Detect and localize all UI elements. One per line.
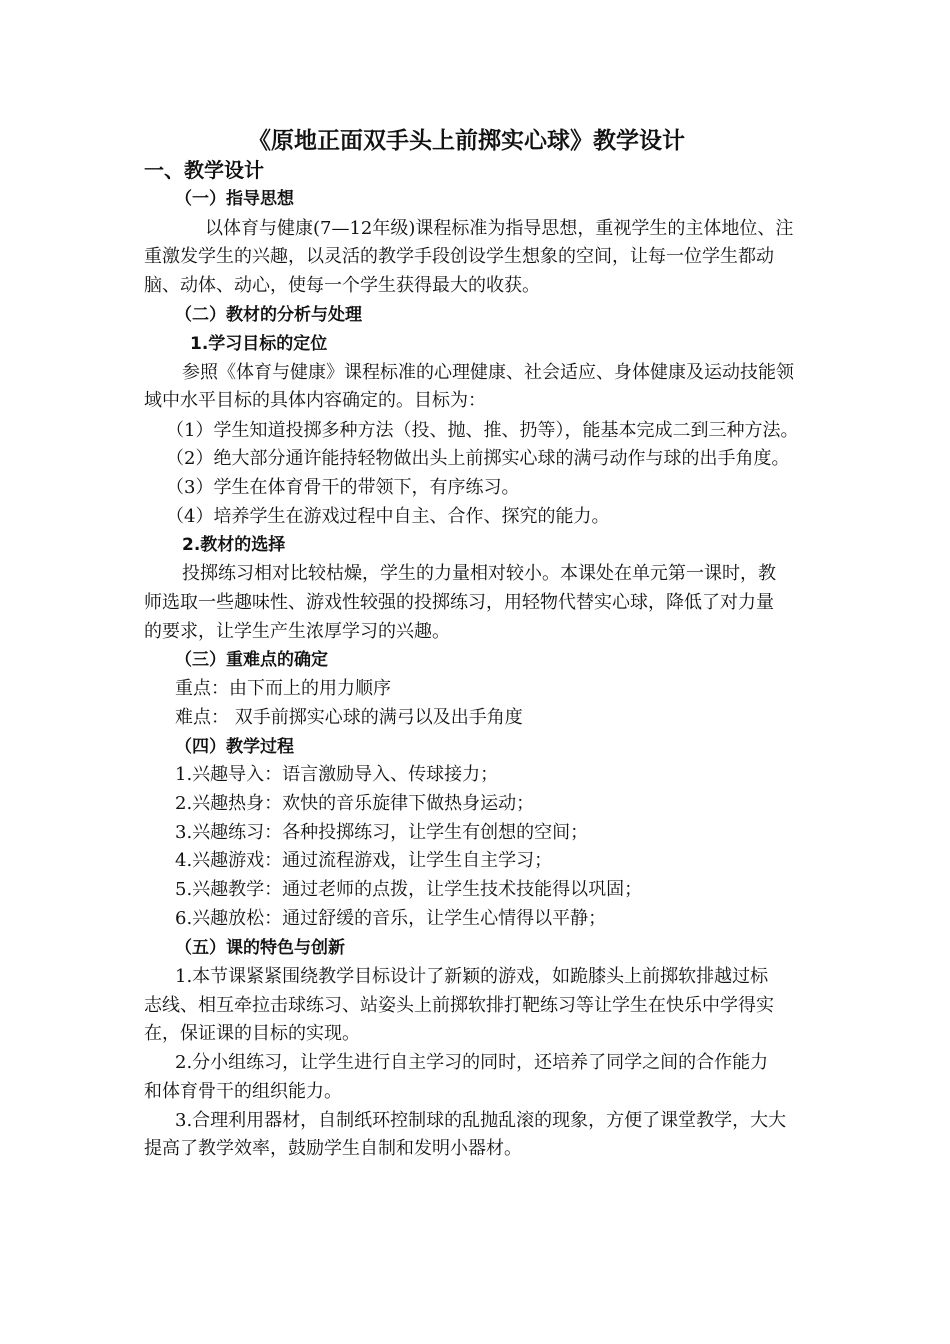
paragraph-line: 以体育与健康(7—12年级)课程标准为指导思想，重视学生的主体地位、注: [205, 218, 794, 239]
paragraph-line: 重激发学生的兴趣，以灵活的教学手段创设学生想象的空间，让每一位学生都动: [144, 246, 774, 267]
paragraph-line: 域中水平目标的具体内容确定的。目标为：: [144, 390, 486, 411]
subsection-heading: （三）重难点的确定: [175, 650, 328, 670]
paragraph-line: 脑、动体、动心，使每一个学生获得最大的收获。: [144, 275, 540, 296]
subsection-heading: （二）教材的分析与处理: [175, 305, 362, 325]
paragraph-line: 3.合理利用器材，自制纸环控制球的乱抛乱滚的现象，方便了课堂教学，大大: [175, 1110, 787, 1131]
paragraph-line: 志线、相互牵拉击球练习、站姿头上前掷软排打靶练习等让学生在快乐中学得实: [144, 995, 774, 1016]
list-item: （2）绝大部分通许能持轻物做出头上前掷实心球的满弓动作与球的出手角度。: [166, 448, 790, 469]
subsection-heading: （四）教学过程: [175, 737, 294, 757]
paragraph-line: 1.本节课紧紧围绕教学目标设计了新颖的游戏，如跪膝头上前掷软排越过标: [175, 966, 769, 987]
paragraph-line: 师选取一些趣味性、游戏性较强的投掷练习，用轻物代替实心球，降低了对力量: [144, 592, 774, 613]
paragraph-line: 投掷练习相对比较枯燥，学生的力量相对较小。本课处在单元第一课时，教: [182, 563, 776, 584]
section-heading: 一、教学设计: [144, 158, 264, 182]
paragraph-line: 的要求，让学生产生浓厚学习的兴趣。: [144, 621, 450, 642]
list-item: （4）培养学生在游戏过程中自主、合作、探究的能力。: [166, 506, 610, 527]
list-item: 5.兴趣教学：通过老师的点拨，让学生技术技能得以巩固；: [175, 879, 643, 900]
list-item: 1.兴趣导入：语言激励导入、传球接力；: [175, 764, 499, 785]
paragraph-line: 提高了教学效率，鼓励学生自制和发明小器材。: [144, 1138, 522, 1159]
paragraph-line: 重点：由下而上的用力顺序: [175, 678, 391, 699]
list-item: （3）学生在体育骨干的带领下，有序练习。: [166, 477, 520, 498]
list-item: 3.兴趣练习：各种投掷练习，让学生有创想的空间；: [175, 822, 589, 843]
subsection-heading: （一）指导思想: [175, 189, 294, 209]
paragraph-line: 在，保证课的目标的实现。: [144, 1023, 360, 1044]
list-item: 4.兴趣游戏：通过流程游戏，让学生自主学习；: [175, 850, 553, 871]
paragraph-line: 和体育骨干的组织能力。: [144, 1081, 342, 1102]
paragraph-line: 难点： 双手前掷实心球的满弓以及出手角度: [175, 707, 523, 728]
subsection-heading: （五）课的特色与创新: [175, 938, 345, 958]
sub-subsection-heading: 2.教材的选择: [182, 535, 286, 555]
document-title: 《原地正面双手头上前掷实心球》教学设计: [248, 128, 685, 154]
list-item: 6.兴趣放松：通过舒缓的音乐，让学生心情得以平静；: [175, 908, 607, 929]
list-item: （1）学生知道投掷多种方法（投、抛、推、扔等），能基本完成二到三种方法。: [166, 420, 799, 441]
paragraph-line: 2.分小组练习，让学生进行自主学习的同时，还培养了同学之间的合作能力: [175, 1052, 769, 1073]
paragraph-line: 参照《体育与健康》课程标准的心理健康、社会适应、身体健康及运动技能领: [182, 362, 794, 383]
list-item: 2.兴趣热身：欢快的音乐旋律下做热身运动；: [175, 793, 535, 814]
sub-subsection-heading: 1.学习目标的定位: [190, 334, 328, 354]
